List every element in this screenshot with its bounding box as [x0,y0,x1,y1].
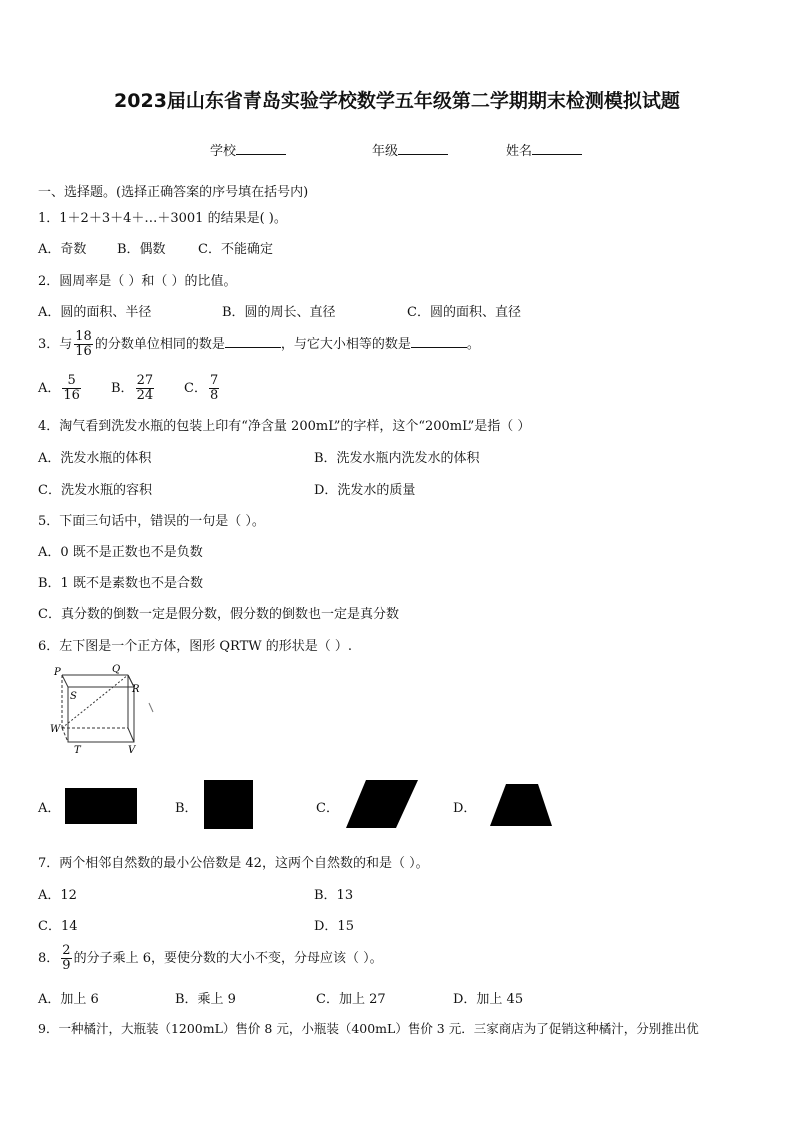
square-fill [204,780,253,829]
q3-blank-2[interactable] [411,347,467,348]
q3-blank-1[interactable] [225,347,281,348]
cube-label-w: W [50,724,61,735]
grade-field[interactable] [372,140,448,159]
shape-trapezoid[interactable] [488,782,554,828]
q3-frac-den: 16 [75,344,92,359]
shape-square[interactable] [204,780,253,829]
q3-frac-num: 18 [75,329,92,344]
q3-mid: 的分数单位相同的数是 [94,337,225,352]
q3-option-a[interactable] [38,374,83,403]
shape-rectangle[interactable] [65,788,137,824]
q3-stem [38,330,480,359]
q3-option-c[interactable] [184,374,221,403]
q3-b-label: B． [111,381,134,396]
q8-option-d[interactable]: D．加上 45 [453,992,524,1007]
q7-option-a[interactable]: A．12 [38,888,77,903]
q5-option-c[interactable]: C．真分数的倒数一定是假分数，假分数的倒数也一定是真分数 [38,607,399,622]
q2-option-c[interactable]: C．圆的面积、直径 [407,305,521,320]
q3-end: 。 [466,337,480,352]
q8-frac-num: 2 [62,943,71,958]
q6-option-d[interactable]: D． [453,801,477,816]
q8-option-b[interactable]: B．乘上 9 [175,992,236,1007]
stray-mark [148,702,156,714]
q2-option-b[interactable]: B．圆的周长、直径 [222,305,336,320]
trapezoid-fill [490,784,552,826]
cube-edge [62,675,68,687]
q3-prefix: 3．与 [38,337,73,352]
q7-option-d[interactable]: D．15 [314,919,354,934]
school-label: 学校 [210,144,237,159]
section-heading: 一、选择题。(选择正确答案的序号填在括号内) [38,185,309,200]
q6-stem: 6．左下图是一个正方体，图形 QRTW 的形状是（ ）. [38,639,353,654]
q8-option-c[interactable]: C．加上 27 [316,992,386,1007]
q4-option-a[interactable]: A．洗发水瓶的体积 [38,451,152,466]
q5-option-a[interactable]: A．0 既不是正数也不是负数 [38,545,203,560]
q1-option-b[interactable]: B．偶数 [117,242,166,257]
q2-stem: 2．圆周率是（ ）和（ ）的比值。 [38,274,237,289]
cube-label-t: T [74,745,81,756]
cube-front-face [68,687,134,742]
q9-stem: 9．一种橘汁，大瓶装（1200mL）售价 8 元，小瓶装（400mL）售价 3 元．三家商店为了促销这种橘汁，分别推出优 [38,1021,699,1036]
q1-option-c[interactable]: C．不能确定 [198,242,273,257]
q3-a-num: 5 [62,374,81,389]
q8-stem [38,944,383,973]
shape-parallelogram[interactable] [344,778,420,830]
q6-option-c[interactable]: C． [316,801,339,816]
parallelogram-fill [346,780,418,828]
q1-option-a[interactable]: A．奇数 [38,242,87,257]
q3-mid2: ，与它大小相等的数是 [280,337,411,352]
q6-option-a[interactable]: A． [38,801,61,816]
cube-label-s: S [70,691,77,702]
q3-b-den: 24 [136,388,154,403]
stray-mark-line [149,703,153,712]
rectangle-fill [65,788,137,824]
q3-a-fraction [62,374,81,403]
q7-option-b[interactable]: B．13 [314,888,354,903]
cube-label-q: Q [112,664,121,675]
q6-option-b[interactable]: B． [175,801,198,816]
q7-option-c[interactable]: C．14 [38,919,78,934]
name-field[interactable] [506,140,582,159]
cube-diagram [44,662,164,757]
school-blank[interactable] [236,154,286,155]
q3-a-label: A． [38,381,61,396]
q8-text: 的分子乘上 6，要使分数的大小不变，分母应该（ ）。 [73,951,383,966]
q4-option-b[interactable]: B．洗发水瓶内洗发水的体积 [314,451,480,466]
grade-blank[interactable] [398,154,448,155]
q7-stem: 7．两个相邻自然数的最小公倍数是 42，这两个自然数的和是（ ）。 [38,856,429,871]
grade-label: 年级 [372,144,399,159]
q2-option-a[interactable]: A．圆的面积、半径 [38,305,152,320]
q3-b-num: 27 [136,373,154,388]
q8-option-a[interactable]: A．加上 6 [38,992,99,1007]
cube-label-p: P [54,667,61,678]
q3-a-den: 16 [63,388,80,403]
q1-stem: 1．1＋2＋3＋4＋…＋3001 的结果是( )。 [38,211,287,226]
q3-c-den: 8 [209,388,219,403]
q4-option-d[interactable]: D．洗发水的质量 [314,483,416,498]
q3-c-num: 7 [209,373,219,388]
cube-edge-hidden [62,728,68,742]
q3-b-fraction [136,374,155,403]
q5-option-b[interactable]: B．1 既不是素数也不是合数 [38,576,203,591]
name-blank[interactable] [532,154,582,155]
q3-c-label: C． [184,381,207,396]
q4-option-c[interactable]: C．洗发水瓶的容积 [38,483,152,498]
q8-prefix: 8． [38,951,60,966]
cube-edge [128,728,134,742]
q5-stem: 5．下面三句话中，错误的一句是（ ）。 [38,514,265,529]
q3-fraction [74,330,93,359]
cube-label-r: R [132,684,140,695]
q4-stem: 4．淘气看到洗发水瓶的包装上印有“净含量 200mL”的字样，这个“200mL”是指（ ） [38,419,531,434]
page-title: 2023届山东省青岛实验学校数学五年级第二学期期末检测模拟试题 [114,90,680,112]
name-label: 姓名 [506,144,533,159]
q8-frac-den: 9 [62,958,71,973]
q3-c-fraction [209,374,219,403]
school-field[interactable] [210,140,286,159]
cube-label-v: V [128,745,136,756]
q8-fraction [61,944,71,973]
q3-option-b[interactable] [111,374,156,403]
